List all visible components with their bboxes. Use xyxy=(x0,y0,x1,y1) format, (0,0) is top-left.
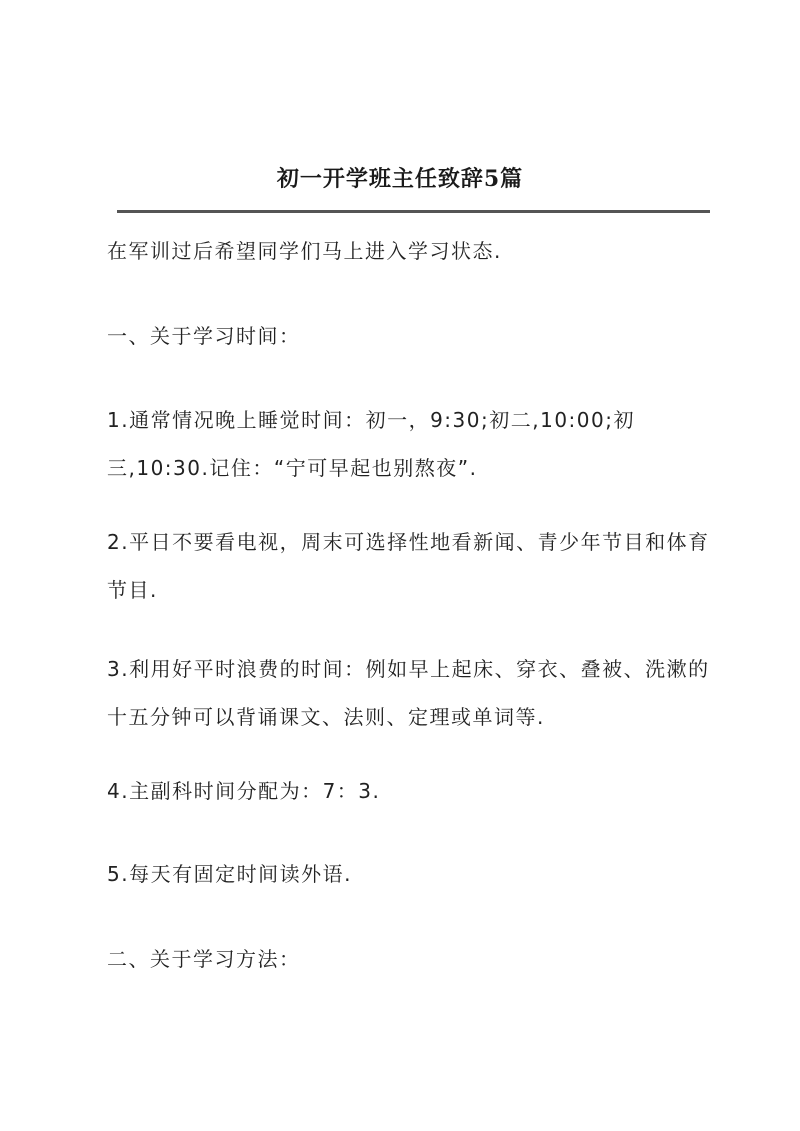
paragraph-line: 1.通常情况晚上睡觉时间：初一，9:30;初二,10:00;初 xyxy=(107,408,635,432)
list-item-1 xyxy=(107,396,717,492)
paragraph-line: 十五分钟可以背诵课文、法则、定理或单词等. xyxy=(107,705,545,729)
section-heading-study-time xyxy=(107,312,717,360)
list-item-2 xyxy=(107,518,717,614)
paragraph-intro xyxy=(107,227,717,275)
paragraph-line: 二、关于学习方法： xyxy=(107,947,301,971)
paragraph-line: 一、关于学习时间： xyxy=(107,324,301,348)
paragraph-line: 2.平日不要看电视，周末可选择性地看新闻、青少年节目和体育 xyxy=(107,530,710,554)
document-title: 初一开学班主任致辞5篇 xyxy=(276,166,524,192)
paragraph-line: 3.利用好平时浪费的时间：例如早上起床、穿衣、叠被、洗漱的 xyxy=(107,657,710,681)
paragraph-line: 在军训过后希望同学们马上进入学习状态. xyxy=(107,239,502,263)
title-divider xyxy=(117,210,710,213)
paragraph-line: 节目. xyxy=(107,578,158,602)
list-item-4 xyxy=(107,767,717,815)
list-item-3 xyxy=(107,645,717,741)
list-item-5 xyxy=(107,850,717,898)
section-heading-study-method xyxy=(107,935,717,983)
paragraph-line: 三,10:30.记住：“宁可早起也别熬夜”. xyxy=(107,456,478,480)
paragraph-line: 5.每天有固定时间读外语. xyxy=(107,862,352,886)
paragraph-line: 4.主副科时间分配为：7：3. xyxy=(107,779,381,803)
